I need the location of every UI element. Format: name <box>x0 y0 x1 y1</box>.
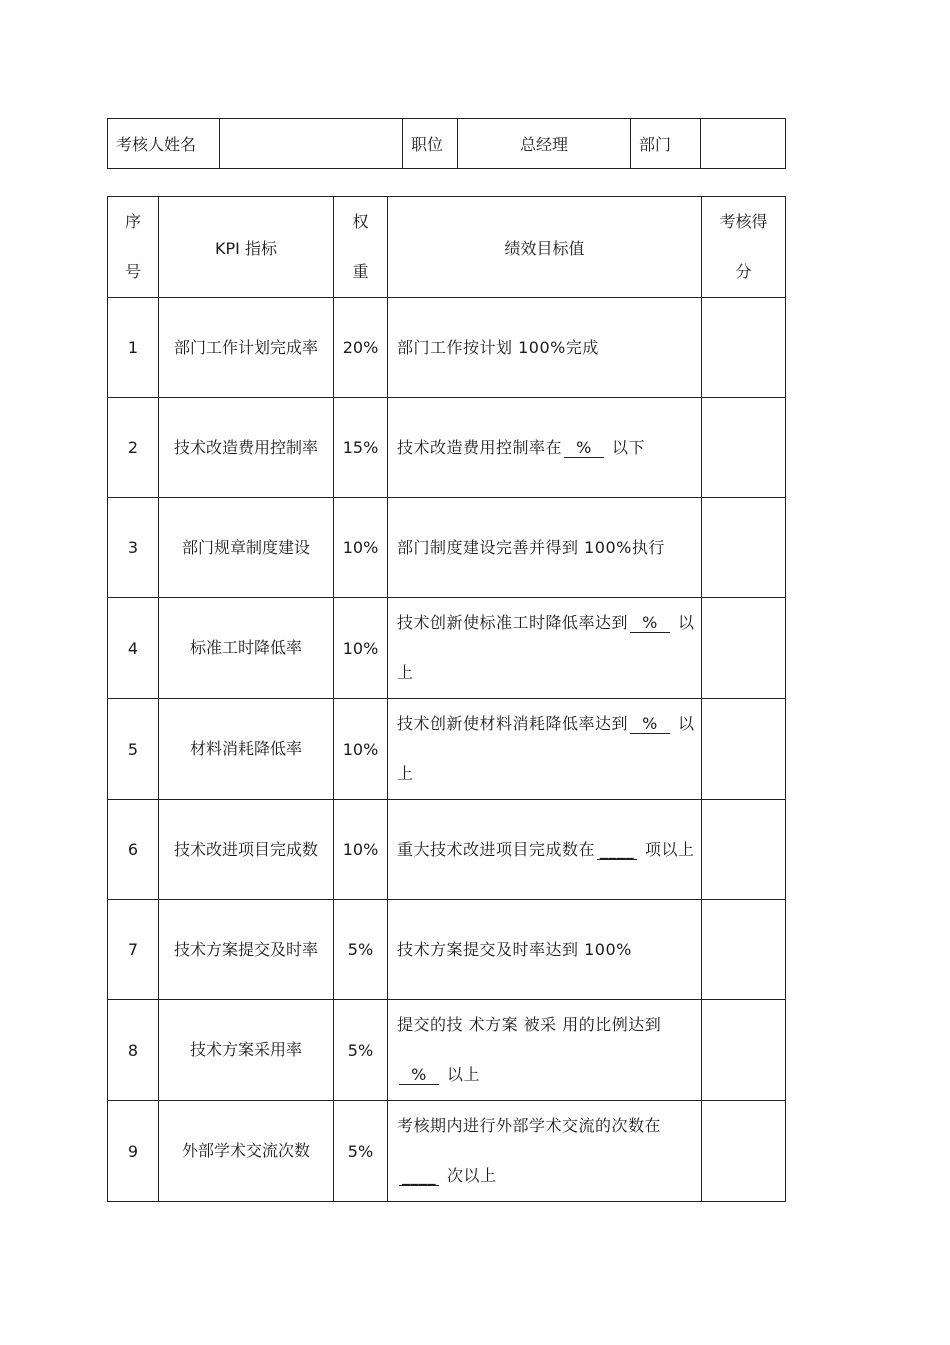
row-kpi-name: 技术方案提交及时率 <box>159 900 334 1000</box>
row-kpi-name: 部门工作计划完成率 <box>159 298 334 398</box>
row-seq: 7 <box>108 900 159 1000</box>
name-label: 考核人姓名 <box>108 119 220 169</box>
row-weight: 10% <box>334 598 388 699</box>
target-text: 重大技术改进项目完成数在 <box>397 839 596 859</box>
target-blank-field[interactable]: % <box>630 614 670 633</box>
row-target <box>388 800 702 900</box>
target-blank-field[interactable]: % <box>564 439 604 458</box>
target-suffix: 次以上 <box>447 1166 497 1185</box>
target-text: 部门制度建设完善并得到 100%执行 <box>397 537 665 557</box>
row-score-field[interactable] <box>702 298 786 398</box>
row-seq: 2 <box>108 398 159 498</box>
row-weight: 15% <box>334 398 388 498</box>
row-weight: 10% <box>334 498 388 598</box>
target-text: 技术创新使标准工时降低率达到 <box>397 613 629 632</box>
dept-label: 部门 <box>631 119 701 169</box>
target-text: 技术改造费用控制率在 <box>397 437 563 457</box>
row-score-field[interactable] <box>702 699 786 800</box>
table-row <box>108 900 786 1000</box>
name-field[interactable] <box>220 119 403 169</box>
table-row <box>108 298 786 398</box>
target-suffix: 以下 <box>612 437 646 457</box>
row-score-field[interactable] <box>702 398 786 498</box>
dept-field[interactable] <box>701 119 786 169</box>
row-target <box>388 900 702 1000</box>
row-kpi-name: 部门规章制度建设 <box>159 498 334 598</box>
row-target <box>388 1101 702 1202</box>
target-blank-field[interactable]: % <box>630 715 670 734</box>
row-kpi-name: 外部学术交流次数 <box>159 1101 334 1202</box>
target-blank-field[interactable]: ____ <box>399 1167 439 1186</box>
target-text: 提交的技 术方案 被采 用的比例达到 <box>397 1015 662 1034</box>
table-row <box>108 699 786 800</box>
position-label: 职位 <box>403 119 458 169</box>
row-weight: 10% <box>334 800 388 900</box>
row-seq: 6 <box>108 800 159 900</box>
target-text: 技术创新使材料消耗降低率达到 <box>397 714 629 733</box>
table-row <box>108 1000 786 1101</box>
row-weight: 5% <box>334 1101 388 1202</box>
row-score-field[interactable] <box>702 800 786 900</box>
target-text: 技术方案提交及时率达到 100% <box>397 939 632 959</box>
row-target <box>388 1000 702 1101</box>
table-row <box>108 598 786 699</box>
row-kpi-name: 技术方案采用率 <box>159 1000 334 1101</box>
target-suffix: 以上 <box>447 1065 481 1084</box>
row-score-field[interactable] <box>702 1000 786 1101</box>
header-weight: 权重 <box>334 197 388 298</box>
row-target <box>388 398 702 498</box>
target-text: 部门工作按计划 100%完成 <box>397 337 599 357</box>
row-score-field[interactable] <box>702 900 786 1000</box>
position-field[interactable]: 总经理 <box>458 119 631 169</box>
row-score-field[interactable] <box>702 498 786 598</box>
row-seq: 3 <box>108 498 159 598</box>
target-suffix: 以上 <box>397 714 695 783</box>
row-seq: 1 <box>108 298 159 398</box>
row-target <box>388 598 702 699</box>
row-weight: 5% <box>334 1000 388 1101</box>
header-seq: 序号 <box>108 197 159 298</box>
row-seq: 9 <box>108 1101 159 1202</box>
row-seq: 4 <box>108 598 159 699</box>
row-kpi-name: 技术改进项目完成数 <box>159 800 334 900</box>
row-kpi-name: 标准工时降低率 <box>159 598 334 699</box>
header-target: 绩效目标值 <box>388 197 702 298</box>
target-suffix: 项以上 <box>645 839 695 859</box>
row-score-field[interactable] <box>702 1101 786 1202</box>
header-row <box>108 197 786 298</box>
target-blank-field[interactable]: ____ <box>597 841 637 860</box>
row-seq: 5 <box>108 699 159 800</box>
assessee-info-table <box>107 118 786 169</box>
row-weight: 5% <box>334 900 388 1000</box>
header-kpi: KPI 指标 <box>159 197 334 298</box>
table-row <box>108 800 786 900</box>
row-score-field[interactable] <box>702 598 786 699</box>
table-row <box>108 1101 786 1202</box>
row-target <box>388 298 702 398</box>
target-blank-field[interactable]: % <box>399 1066 439 1085</box>
row-kpi-name: 技术改造费用控制率 <box>159 398 334 498</box>
row-kpi-name: 材料消耗降低率 <box>159 699 334 800</box>
row-seq: 8 <box>108 1000 159 1101</box>
header-score: 考核得分 <box>702 197 786 298</box>
row-weight: 10% <box>334 699 388 800</box>
kpi-table <box>107 196 786 1202</box>
row-target <box>388 699 702 800</box>
row-weight: 20% <box>334 298 388 398</box>
target-suffix: 以上 <box>397 613 695 682</box>
table-row <box>108 498 786 598</box>
row-target <box>388 498 702 598</box>
target-text: 考核期内进行外部学术交流的次数在 <box>397 1116 662 1135</box>
table-row <box>108 398 786 498</box>
